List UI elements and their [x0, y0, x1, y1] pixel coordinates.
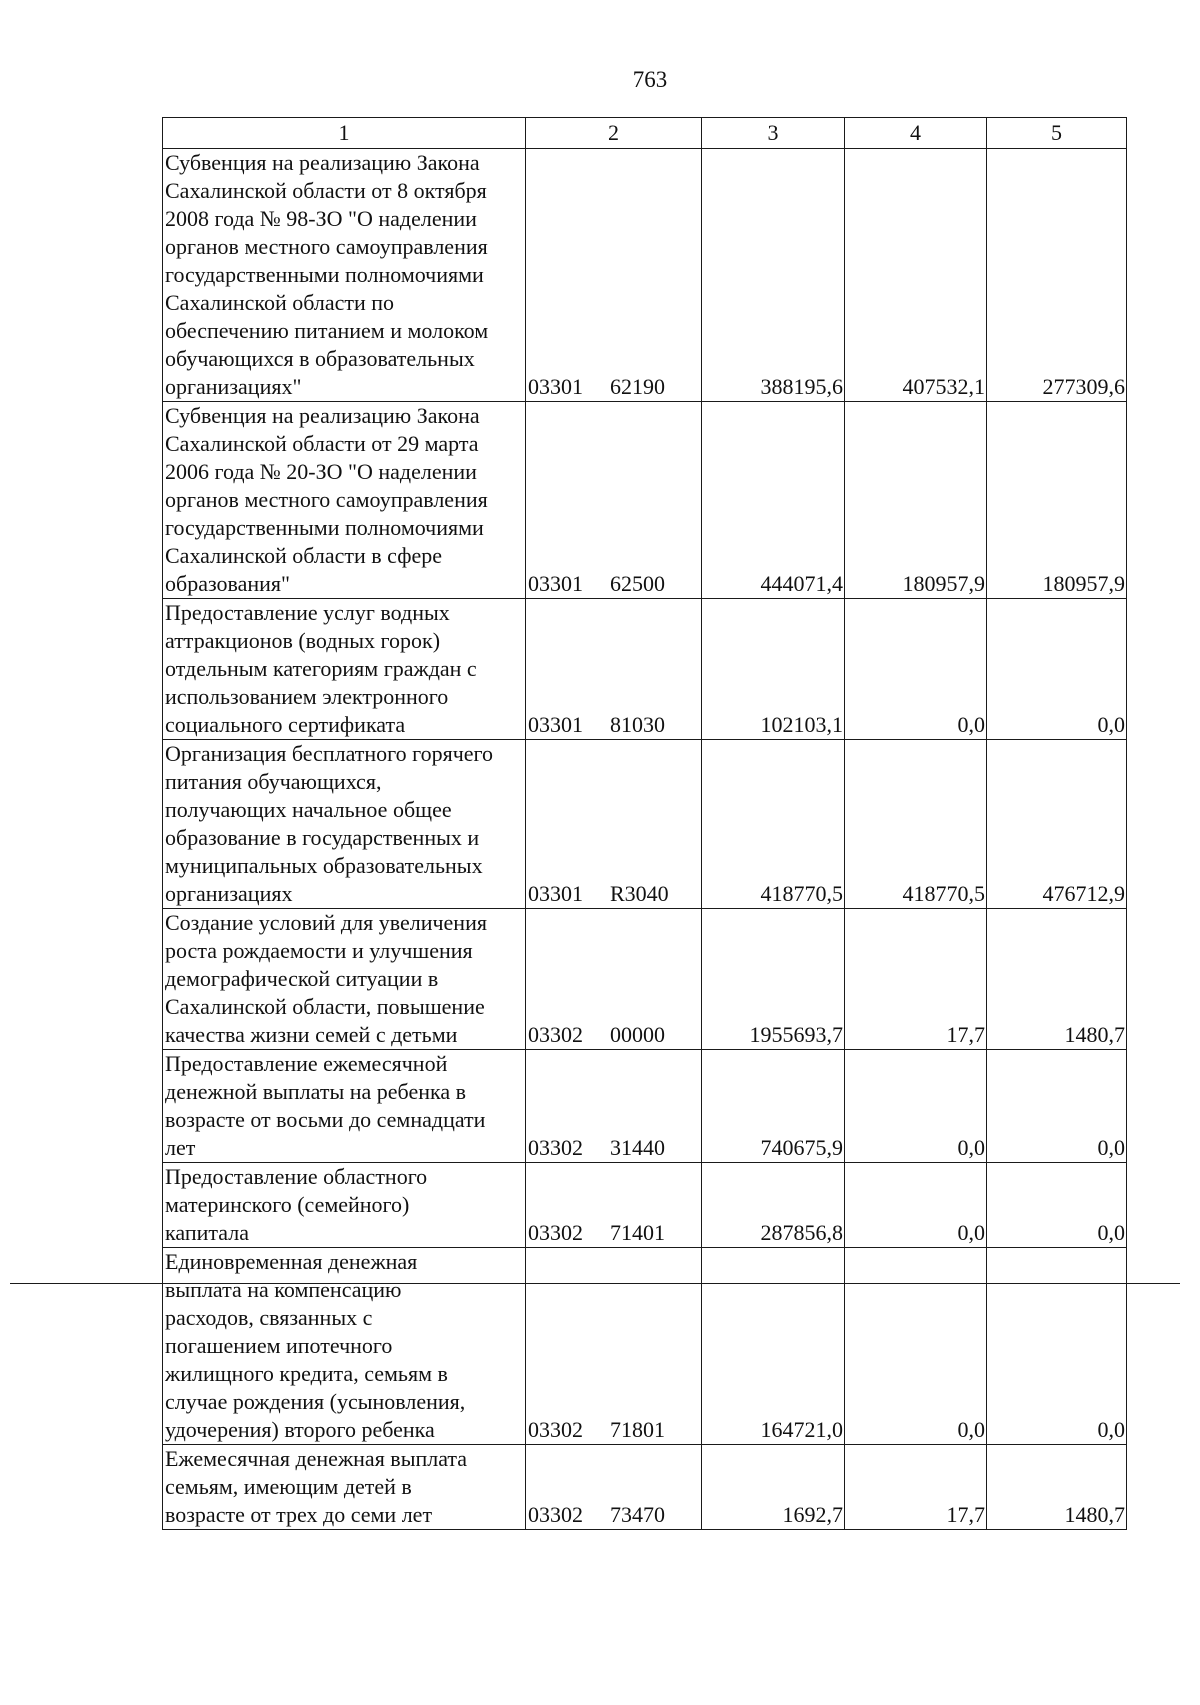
- row-value-col3: 740675,9: [702, 1050, 845, 1163]
- row-code-target: 73470: [610, 1502, 665, 1527]
- row-code-target: 71801: [610, 1417, 665, 1442]
- row-value-col4: 418770,5: [845, 740, 987, 909]
- row-value-col3: 388195,6: [702, 149, 845, 402]
- row-code-section: 03302: [528, 1417, 583, 1442]
- row-description: Создание условий для увеличения роста рождаемости и улучшения демографической ситуации в Сахалинской области, повышение качества жизни семей с детьми: [163, 909, 526, 1050]
- row-code: [526, 740, 702, 909]
- row-code: [526, 1163, 702, 1248]
- row-value-col5: 1480,7: [987, 1445, 1127, 1530]
- table-row: [163, 1248, 1127, 1445]
- row-code-section: 03302: [528, 1220, 583, 1245]
- row-code-target: 71401: [610, 1220, 665, 1245]
- row-code-section: 03301: [528, 374, 583, 399]
- row-code-target: R3040: [610, 881, 669, 906]
- row-code-target: 31440: [610, 1135, 665, 1160]
- row-code-target: 81030: [610, 712, 665, 737]
- row-value-col3: 1955693,7: [702, 909, 845, 1050]
- table-row: [163, 149, 1127, 402]
- row-value-col4: 0,0: [845, 1050, 987, 1163]
- row-code: [526, 1248, 702, 1445]
- table-row: [163, 909, 1127, 1050]
- row-description: Субвенция на реализацию Закона Сахалинской области от 29 марта 2006 года № 20-ЗО "О наделении органов местного самоуправления государственными полномочиями Сахалинской области в сфере образования": [163, 402, 526, 599]
- row-code-section: 03301: [528, 571, 583, 596]
- column-header: 2: [526, 118, 702, 149]
- row-code-section: 03302: [528, 1022, 583, 1047]
- row-description: Организация бесплатного горячего питания обучающихся, получающих начальное общее образование в государственных и муниципальных образовательных организациях: [163, 740, 526, 909]
- row-value-col5: 0,0: [987, 1248, 1127, 1445]
- row-value-col4: 17,7: [845, 909, 987, 1050]
- table-row: [163, 599, 1127, 740]
- row-value-col5: 0,0: [987, 1050, 1127, 1163]
- row-value-col4: 0,0: [845, 1248, 987, 1445]
- row-description: Предоставление ежемесячной денежной выплаты на ребенка в возрасте от восьми до семнадцати лет: [163, 1050, 526, 1163]
- row-value-col4: 180957,9: [845, 402, 987, 599]
- row-code: [526, 149, 702, 402]
- row-code-target: 62500: [610, 571, 665, 596]
- row-value-col5: 476712,9: [987, 740, 1127, 909]
- row-value-col5: 277309,6: [987, 149, 1127, 402]
- page-number: 763: [632, 67, 668, 92]
- row-value-col5: 0,0: [987, 599, 1127, 740]
- row-code-section: 03301: [528, 881, 583, 906]
- row-value-col3: 287856,8: [702, 1163, 845, 1248]
- row-description: Единовременная денежная выплата на компенсацию расходов, связанных с погашением ипотечного жилищного кредита, семьям в случае рождения (усыновления, удочерения) второго ребенка: [163, 1248, 526, 1445]
- row-code-section: 03302: [528, 1502, 583, 1527]
- column-header: 5: [987, 118, 1127, 149]
- row-value-col3: 102103,1: [702, 599, 845, 740]
- row-value-col5: 0,0: [987, 1163, 1127, 1248]
- budget-table: [162, 117, 1127, 1530]
- row-code: [526, 909, 702, 1050]
- table-row: [163, 740, 1127, 909]
- row-value-col4: 0,0: [845, 599, 987, 740]
- row-code-target: 00000: [610, 1022, 665, 1047]
- row-code-section: 03301: [528, 712, 583, 737]
- row-description: Предоставление областного материнского (семейного) капитала: [163, 1163, 526, 1248]
- row-value-col3: 164721,0: [702, 1248, 845, 1445]
- row-value-col4: 0,0: [845, 1163, 987, 1248]
- page-cut-line: [10, 1283, 1180, 1284]
- row-value-col3: 444071,4: [702, 402, 845, 599]
- table-header-row: [163, 118, 1127, 149]
- row-value-col5: 180957,9: [987, 402, 1127, 599]
- column-header: 4: [845, 118, 987, 149]
- row-value-col5: 1480,7: [987, 909, 1127, 1050]
- row-value-col3: 418770,5: [702, 740, 845, 909]
- row-value-col4: 407532,1: [845, 149, 987, 402]
- row-code-target: 62190: [610, 374, 665, 399]
- row-code: [526, 599, 702, 740]
- row-description: Субвенция на реализацию Закона Сахалинской области от 8 октября 2008 года № 98-ЗО "О наделении органов местного самоуправления государственными полномочиями Сахалинской области по обеспечению питанием и молоком обучающихся в образовательных организациях": [163, 149, 526, 402]
- column-header: 3: [702, 118, 845, 149]
- table-row: [163, 1050, 1127, 1163]
- row-code: [526, 1445, 702, 1530]
- row-code-section: 03302: [528, 1135, 583, 1160]
- row-description: Ежемесячная денежная выплата семьям, имеющим детей в возрасте от трех до семи лет: [163, 1445, 526, 1530]
- table-row: [163, 1163, 1127, 1248]
- column-header: 1: [163, 118, 526, 149]
- row-code: [526, 1050, 702, 1163]
- row-value-col3: 1692,7: [702, 1445, 845, 1530]
- table-row: [163, 402, 1127, 599]
- row-code: [526, 402, 702, 599]
- table-row: [163, 1445, 1127, 1530]
- row-value-col4: 17,7: [845, 1445, 987, 1530]
- row-description: Предоставление услуг водных аттракционов (водных горок) отдельным категориям граждан с использованием электронного социального сертификата: [163, 599, 526, 740]
